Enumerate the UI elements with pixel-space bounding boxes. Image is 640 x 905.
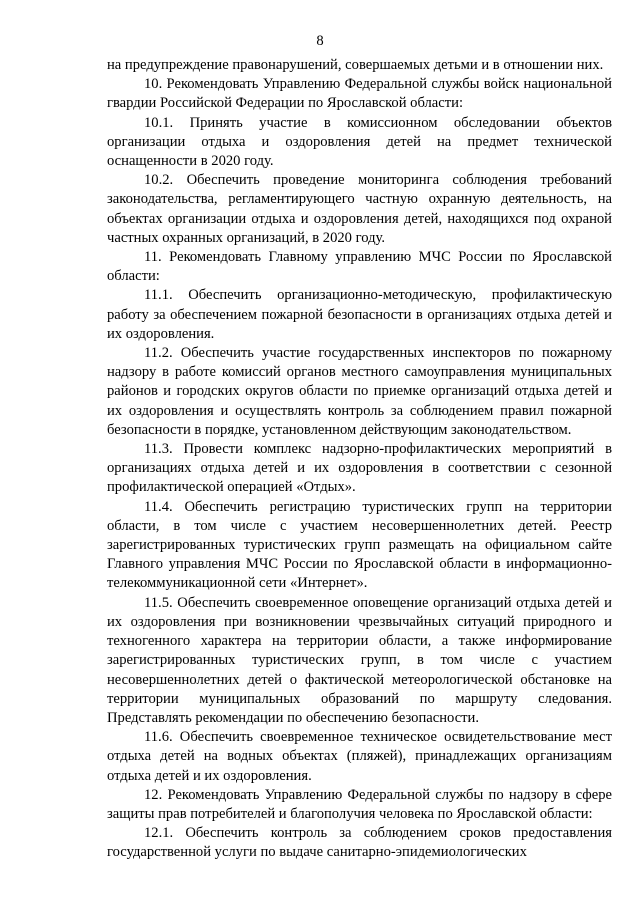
paragraph-11-1: 11.1. Обеспечить организационно-методическую, профилактическую работу за обеспечением пожарной безопасности в организациях отдыха детей и их оздоровления. [107,287,612,342]
paragraph-10-2: 10.2. Обеспечить проведение мониторинга соблюдения требований законодательства, регламентирующего частную охранную деятельность, на объектах организации отдыха и оздоровления детей, находящихся под охраной частных охранных организаций, в 2020 году. [107,172,612,246]
paragraph-11-5: 11.5. Обеспечить своевременное оповещение организаций отдыха детей и их оздоровления при возникновении чрезвычайных ситуаций природного и техногенного характера на территории области, а также информирование зарегистрированных туристических групп, в том числе с участием несовершеннолетних детей о фактической метеорологической обстановке на территории муниципальных образований по маршруту следования. Представлять рекомендации по обеспечению безопасности. [107,594,612,726]
paragraph-11: 11. Рекомендовать Главному управлению МЧС России по Ярославской области: [107,249,612,285]
paragraph-10: 10. Рекомендовать Управлению Федеральной службы войск национальной гвардии Российской Федерации по Ярославской области: [107,76,612,112]
paragraph-continuation: на предупреждение правонарушений, совершаемых детьми и в отношении них. [107,57,604,73]
paragraph-11-2: 11.2. Обеспечить участие государственных инспекторов по пожарному надзору в работе комиссий органов местного самоуправления муниципальных районов и городских округов области по приемке организаций отдыха детей и их оздоровления и осуществлять контроль за соблюдением правил пожарной безопасности в порядке, установленном действующим законодательством. [107,345,612,438]
paragraph-11-3: 11.3. Провести комплекс надзорно-профилактических мероприятий в организациях отдыха детей и их оздоровления в соответствии с сезонной профилактической операцией «Отдых». [107,441,612,496]
page-number: 8 [316,33,324,49]
paragraph-10-1: 10.1. Принять участие в комиссионном обследовании объектов организации отдыха и оздоровления детей на предмет технической оснащенности в 2020 году. [107,114,612,170]
paragraph-12-1: 12.1. Обеспечить контроль за соблюдением сроков предоставления государственной услуги по выдаче санитарно-эпидемиологических [107,825,612,861]
paragraph-11-4: 11.4. Обеспечить регистрацию туристических групп на территории области, в том числе с участием несовершеннолетних детей. Реестр зарегистрированных туристических групп размещать на официальном сайте Главного управления МЧС России по Ярославской области в информационно-телекоммуникационной сети «Интернет». [107,498,612,592]
paragraph-12: 12. Рекомендовать Управлению Федеральной службы по надзору в сфере защиты прав потребителей и благополучия человека по Ярославской области: [107,786,612,822]
document-body [107,56,612,863]
paragraph-11-6: 11.6. Обеспечить своевременное техническое освидетельствование мест отдыха детей на водных объектах (пляжей), принадлежащих организациям отдыха детей и их оздоровления. [107,729,612,784]
